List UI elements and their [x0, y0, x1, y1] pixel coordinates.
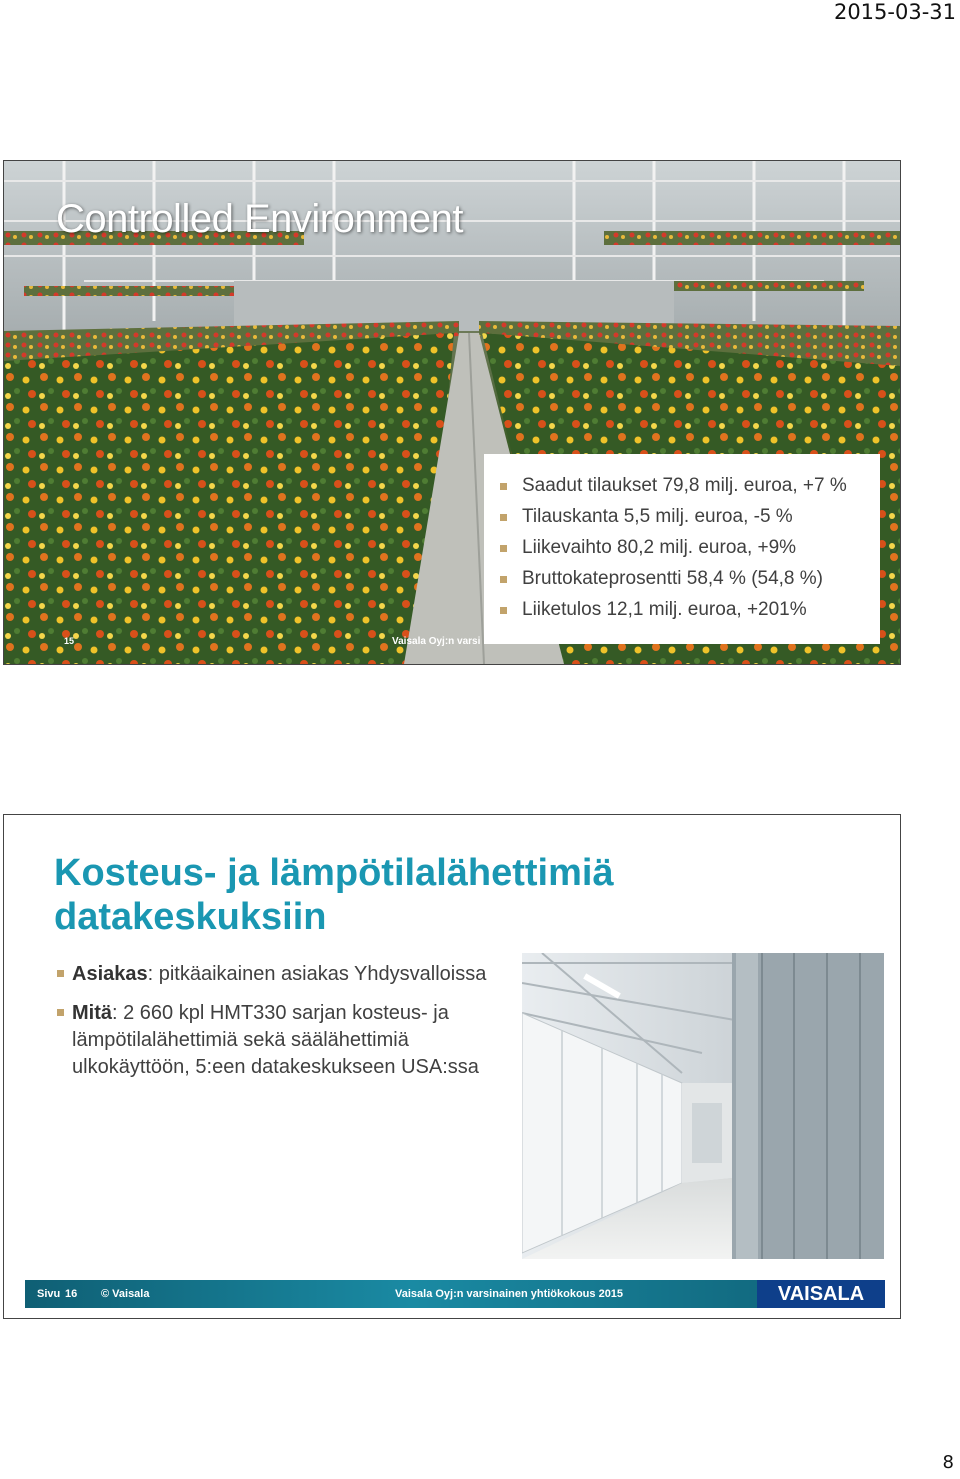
slide-16 — [3, 814, 901, 1319]
bullet-text: : 2 660 kpl HMT330 sarjan kosteus- ja lämpötilalähettimiä sekä säälähettimiä ulkokäyttöön, 5:een datakeskukseen USA:ssa — [72, 1002, 479, 1078]
slide-15-title: Controlled Environment — [56, 197, 463, 241]
bullet-label: Mitä — [72, 1002, 112, 1024]
bullet-item: Liiketulos 12,1 milj. euroa, +201% — [508, 594, 880, 625]
slide-16-bullets — [72, 961, 492, 1093]
bullet-label: Asiakas — [72, 963, 148, 985]
slide-15-bullets — [484, 454, 880, 625]
footer-page-label: Sivu — [37, 1288, 61, 1300]
bullet-item: Saadut tilaukset 79,8 milj. euroa, +7 % — [508, 470, 880, 501]
footer-copyright: © Vaisala — [101, 1288, 150, 1300]
title-line-1: Kosteus- ja lämpötilalähettimiä — [54, 852, 614, 894]
page-number: 8 — [942, 1452, 954, 1473]
datacenter-photo — [522, 953, 884, 1259]
slide-16-footer — [25, 1280, 885, 1308]
logo-text: VAISALA — [777, 1282, 865, 1305]
slide-15 — [3, 160, 901, 665]
vaisala-logo — [757, 1280, 885, 1308]
bullet-item — [72, 961, 492, 988]
title-line-2: datakeskuksiin — [54, 896, 327, 938]
bullet-item: Tilauskanta 5,5 milj. euroa, -5 % — [508, 501, 880, 532]
footer-event: Vaisala Oyj:n varsinainen yhtiökokous 2015 — [395, 1288, 624, 1300]
footer-page-number: 16 — [65, 1288, 78, 1300]
slide-15-number: 15 — [64, 636, 75, 646]
slide-15-bullet-box — [484, 454, 880, 644]
bullet-item: Bruttokateprosentti 58,4 % (54,8 %) — [508, 563, 880, 594]
slide-16-title — [54, 851, 614, 939]
slide-15-footer-text: Vaisala Oyj:n varsi — [392, 636, 481, 647]
page-date: 2015-03-31 — [833, 0, 956, 24]
slide-15-footer — [4, 628, 484, 658]
bullet-text: : pitkäaikainen asiakas Yhdysvalloissa — [147, 963, 487, 985]
bullet-item: Liikevaihto 80,2 milj. euroa, +9% — [508, 532, 880, 563]
bullet-item — [72, 1000, 492, 1081]
